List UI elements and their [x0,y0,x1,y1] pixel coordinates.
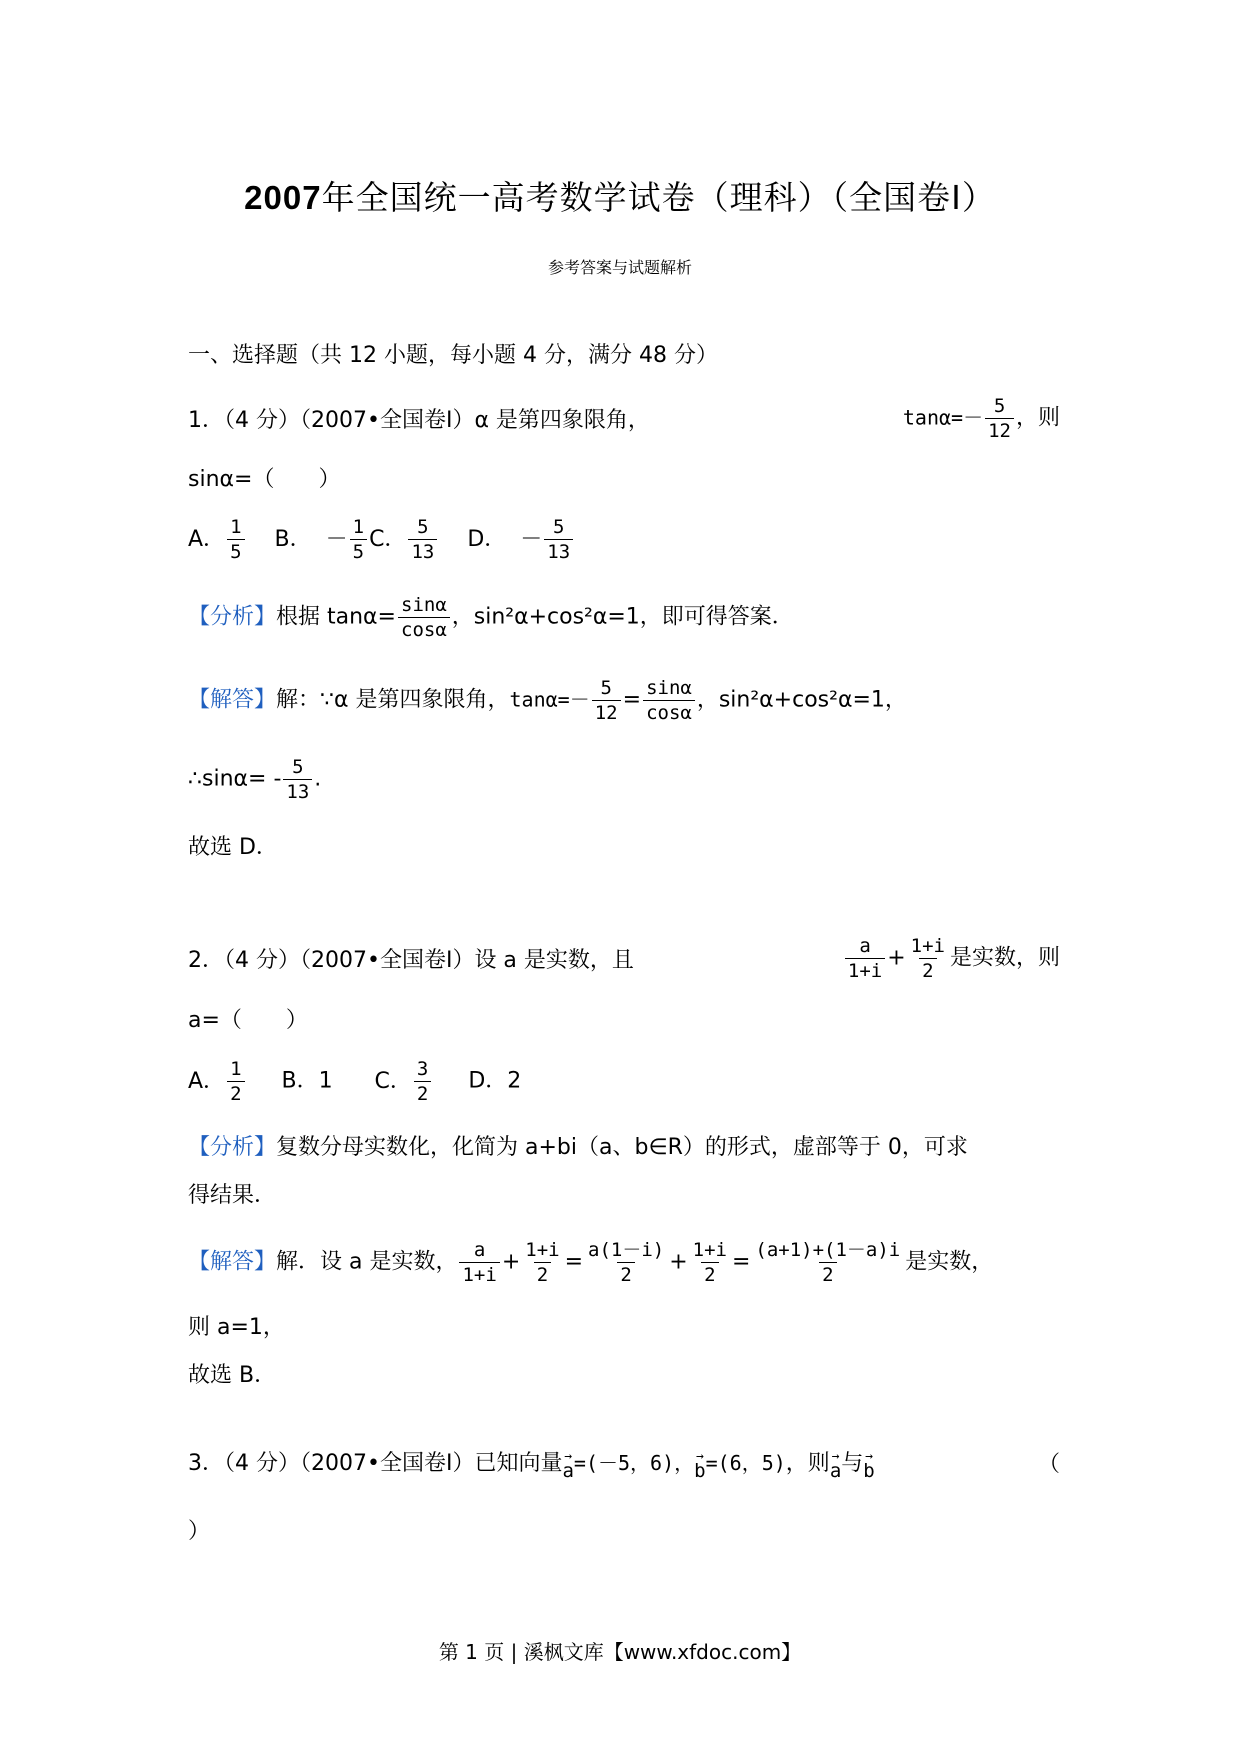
document-title [0,172,1240,219]
q2-option-d: D．2 [468,1068,522,1094]
q2-then: 则 a=1， [188,1315,285,1340]
answer-tag: 【解答】 [188,687,277,713]
page-footer: 第 1 页 | 溪枫文库【www.xfdoc.com】 [438,1640,802,1664]
q2-choose: 故选 B． [188,1363,277,1388]
q1-options [188,515,575,564]
vector-b-symbol: → b [694,1449,706,1482]
q2-answer: 【解答】解．设 a 是实数， $\frac{a}{1+i}$ + $\frac{1+i}{2}$ = $\frac{a(1-i)}{2}$ + $\frac{1+i}{2}$ = $\frac{(a+1)+(1-a)i}{2}$ 是实数， [188,1239,994,1286]
q1-stem-prefix: 1．（4 分）（2007•全国卷Ⅰ）α 是第四象限角， [188,408,650,433]
q1-result: ∴sinα= - $\frac{5}{13}$ . [188,756,322,803]
q1-option-c: C． $\frac{5}{13}$ [369,527,439,552]
q2-option-a: A． $\frac{1}{2}$ [188,1069,247,1094]
q2-option-c: C． $\frac{3}{2}$ [375,1069,434,1094]
q1-stem-suffix: ，则 [1015,405,1060,431]
q1-answer: 【解答】解：∵α 是第四象限角，tanα=－ $\frac{5}{12}$ = $\frac{\sin\alpha}{\cos\alpha}$ ，sin²α+cos²α=1， [188,677,907,724]
q2-stem [188,934,1060,983]
q2-stem-line2: a=（ ） [188,1008,308,1033]
analysis-tag: 【分析】 [188,604,277,630]
q2-stem-prefix: 2．（4 分）（2007•全国卷Ⅰ）设 a 是实数，且 [188,948,634,973]
answer-tag: 【解答】 [188,1249,277,1275]
vector-a-symbol: → a [562,1449,574,1482]
q1-option-a: A． $\frac{1}{5}$ [188,527,247,552]
title-year: 2007 [244,179,322,216]
q1-option-b: B． － $\frac{1}{5}$ [275,527,370,552]
q1-tan-label: tanα=－ [902,405,984,430]
q2-options [188,1057,521,1106]
q2-expr: $\frac{a}{1+i}$ + $\frac{1+i}{2}$ 是实数，则 [843,934,1060,983]
q1-tan-fraction: $\frac{5}{12}$ [985,394,1014,443]
q1-choose: 故选 D． [188,835,278,860]
q1-tan-expr [903,394,1060,443]
q1-analysis: 【分析】根据 tanα= $\frac{\sin\alpha}{\cos\alpha}$ ，sin²α+cos²α=1，即可得答案． [188,594,794,641]
title-text: 年全国统一高考数学试卷（理科）（全国卷Ⅰ） [321,178,996,217]
q3-stem [188,1446,1060,1482]
q1-option-d: D． － $\frac{5}{13}$ [467,527,575,552]
q2-analysis-line2: 得结果． [188,1183,277,1208]
q3-stem-end: （ [1037,1451,1060,1477]
analysis-tag: 【分析】 [188,1135,277,1160]
document-subtitle: 参考答案与试题解析 [547,258,692,277]
q1-stem-line2: sinα=（ ） [188,467,341,492]
q3-stem-prefix: 3．（4 分）（2007•全国卷Ⅰ）已知向量 → a =(－5，6)， → b =(6，5)，则 → a 与 → b [188,1449,875,1482]
q2-option-b: B．1 [281,1068,333,1094]
q3-stem-line2: ） [188,1519,211,1544]
q2-analysis: 【分析】复数分母实数化，化简为 a+bi（a、b∈R）的形式，虚部等于 0，可求 [188,1135,968,1160]
q1-stem [188,394,1060,443]
section-heading: 一、选择题（共 12 小题，每小题 4 分，满分 48 分） [188,343,718,368]
